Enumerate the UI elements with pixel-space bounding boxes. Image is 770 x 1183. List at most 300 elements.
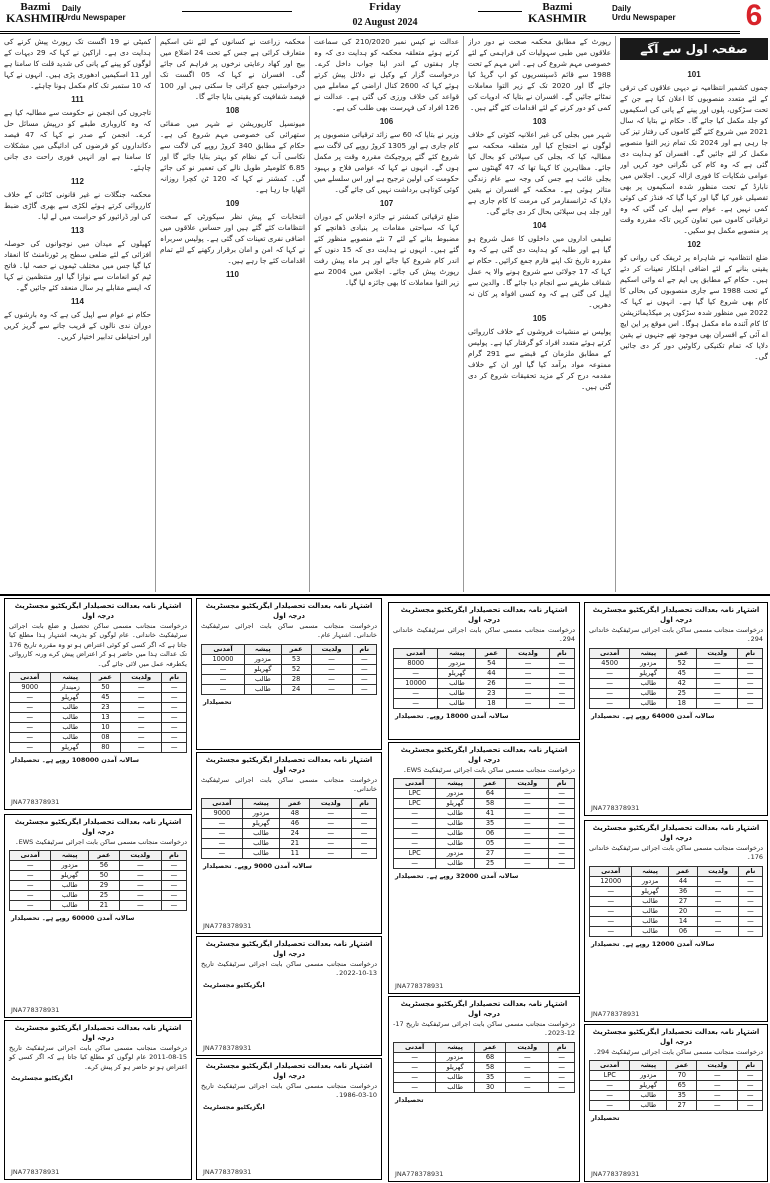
table-cell: طالب bbox=[632, 896, 668, 906]
table-cell: — bbox=[506, 1062, 549, 1072]
article-number: 107 bbox=[379, 199, 394, 208]
family-table bbox=[393, 648, 575, 709]
notice-title: اشتہار نامہ بعدالت تحصیلدار ایگزیکٹیو مجسٹریٹ درجہ اول bbox=[400, 746, 568, 764]
notice-signature: تحصیلدار bbox=[203, 697, 232, 706]
table-cell: 10000 bbox=[202, 654, 245, 664]
table-row bbox=[10, 743, 187, 753]
table-cell: — bbox=[507, 678, 549, 688]
table-cell: طالب bbox=[632, 916, 668, 926]
table-cell: 52 bbox=[667, 658, 697, 668]
table-cell: مزدور bbox=[630, 1071, 667, 1081]
table-cell: 56 bbox=[89, 861, 120, 871]
article-text: میونسپل کارپوریشن نے شہر میں صفائی ستھرائی کی خصوصی مہم شروع کی ہے۔ حکام کے مطابق 340 کروڑ روپے کی لاگت سے نکاسی آب کے نظام کو بہتر بنایا جائے گا اور 6.85 کلومیٹر طویل نالے کی تعمیر نو کی جائے گی۔ کمشنر نے کہا کہ 120 ٹن کچرا روزانہ اٹھایا جا رہا ہے۔ bbox=[160, 119, 305, 194]
table-cell: 53 bbox=[281, 654, 311, 664]
table-row bbox=[590, 688, 763, 698]
table-cell: طالب bbox=[50, 723, 90, 733]
table-row bbox=[590, 906, 763, 916]
article-number: 101 bbox=[687, 70, 701, 79]
table-row bbox=[590, 1081, 763, 1091]
table-cell: 50 bbox=[89, 871, 120, 881]
table-cell: — bbox=[394, 668, 438, 678]
table-header-row bbox=[590, 648, 763, 658]
article-text: کمیٹی نے 19 اگست تک رپورٹ پیش کرنے کی ہدایت دی ہے۔ اراکین نے کہا کہ 29 دیہات کے لوگوں کو پینے کے پانی کی شدید قلت کا سامنا ہے اور 11 اسکیمیں ادھوری پڑی ہیں۔ انہوں نے کہا کہ 10 ستمبر تک کام مکمل ہونا چاہئے۔ bbox=[4, 37, 151, 90]
notice-signature: سالانہ آمدن 18000 روپے۔ تحصیلدار bbox=[395, 711, 509, 720]
article-number: 114 bbox=[71, 297, 84, 306]
table-header-cell: پیشہ bbox=[244, 644, 281, 654]
table-row bbox=[10, 881, 187, 891]
table-row bbox=[10, 693, 187, 703]
table-cell: — bbox=[590, 896, 632, 906]
table-header-cell: ولدیت bbox=[507, 648, 549, 658]
table-cell: — bbox=[697, 688, 738, 698]
table-cell: — bbox=[119, 871, 161, 881]
table-cell: — bbox=[352, 684, 376, 694]
table-cell: — bbox=[310, 808, 352, 818]
article-text: پولیس نے منشیات فروشوں کے خلاف کارروائی کرتے ہوئے متعدد افراد کو گرفتار کیا ہے۔ پولیس کے مطابق ملزمان کے قبضے سے 291 گرام ممنوعہ مواد برآمد کیا گیا اور ان کے خلاف مقدمہ درج کر کے مزید تحقیقات شروع کر دی گئی ہیں۔ bbox=[468, 327, 611, 391]
family-table bbox=[393, 1042, 575, 1093]
notice-serial: JNA778378931 bbox=[11, 1168, 60, 1176]
table-header-cell: آمدنی bbox=[394, 779, 436, 789]
table-cell: 27 bbox=[667, 1101, 697, 1111]
table-cell: — bbox=[162, 693, 187, 703]
table-cell: طالب bbox=[51, 901, 89, 911]
table-cell: — bbox=[506, 849, 549, 859]
table-cell: طالب bbox=[630, 1091, 667, 1101]
table-cell: مزدور bbox=[438, 658, 476, 668]
notice-body: درخواست منجانب مسمی ساکن بابت اجرائی سرٹیفکیٹ خاندانی 294۔ bbox=[589, 626, 763, 644]
notice-body: درخواست منجانب مسمی ساکن بابت اجرائی سرٹیفکیٹ خاندانی 294۔ bbox=[393, 626, 575, 644]
notice-body: درخواست منجانب مسمی ساکن تحصیل و ضلع بابت اجرائی سرٹیفکیٹ خاندانی۔ عام لوگوں کو بذریعہ اشتہار ہذا مطلع کیا جاتا ہے کہ اگر کسی کو کوئی اعتراض ہو تو وہ مقررہ تاریخ 176 تک عدالت ہذا میں حاضر ہو کر اعتراض پیش کرے ورنہ کارروائی یکطرفہ عمل میں لائی جائے گی۔ bbox=[9, 622, 187, 668]
header-divider-2 bbox=[0, 33, 740, 34]
notice-signature: ایگزیکٹیو مجسٹریٹ bbox=[11, 1074, 73, 1083]
table-cell: گھریلو bbox=[438, 668, 476, 678]
table-cell: 10 bbox=[90, 723, 120, 733]
table-header-cell: پیشہ bbox=[438, 648, 476, 658]
table-header-row bbox=[10, 673, 187, 683]
table-row bbox=[202, 818, 377, 828]
table-cell: — bbox=[506, 799, 549, 809]
masthead-right-line2: KASHMIR bbox=[528, 11, 587, 25]
table-row bbox=[590, 698, 763, 708]
notice-body: درخواست منجانب مسمی ساکن بابت اجرائی سرٹیفکیٹ EWS۔ bbox=[402, 766, 575, 774]
table-cell: مزدور bbox=[436, 849, 475, 859]
table-header-row bbox=[590, 866, 763, 876]
article-number: 102 bbox=[687, 240, 701, 249]
table-row bbox=[394, 1072, 575, 1082]
table-cell: طالب bbox=[242, 838, 279, 848]
table-cell: — bbox=[697, 1081, 738, 1091]
table-cell: — bbox=[162, 713, 187, 723]
notice-body: درخواست منجانب مسمی ساکن بابت اجرائی سرٹیفکیٹ خاندانی 176۔ bbox=[589, 844, 763, 862]
table-header-cell: پیشہ bbox=[436, 779, 475, 789]
table-cell: 26 bbox=[476, 678, 507, 688]
table-cell: LPC bbox=[394, 799, 436, 809]
table-cell: 25 bbox=[667, 688, 697, 698]
table-row bbox=[394, 698, 575, 708]
table-cell: — bbox=[507, 658, 549, 668]
notice-body: درخواست منجانب مسمی ساکن بابت اجرائی سرٹیفکیٹ خاندانی۔ اشتہار عام۔ bbox=[201, 622, 377, 640]
table-cell: — bbox=[352, 808, 377, 818]
legal-notice bbox=[584, 602, 768, 816]
editorial-column-1 bbox=[620, 66, 768, 592]
table-row bbox=[202, 828, 377, 838]
table-cell: 65 bbox=[667, 1081, 697, 1091]
table-cell: 68 bbox=[474, 1052, 505, 1062]
table-cell: — bbox=[738, 926, 762, 936]
family-table bbox=[589, 1060, 763, 1111]
table-row bbox=[202, 684, 377, 694]
table-row bbox=[394, 799, 575, 809]
table-cell: LPC bbox=[590, 1071, 630, 1081]
table-cell: — bbox=[311, 664, 352, 674]
table-cell: طالب bbox=[50, 733, 90, 743]
table-cell: — bbox=[549, 789, 575, 799]
table-cell: — bbox=[590, 688, 630, 698]
legal-notice bbox=[196, 1058, 382, 1180]
table-header-cell: ولدیت bbox=[120, 673, 161, 683]
table-cell: 58 bbox=[474, 799, 505, 809]
table-cell: — bbox=[738, 678, 763, 688]
table-cell: — bbox=[590, 926, 632, 936]
table-cell: 45 bbox=[667, 668, 697, 678]
table-header-cell: پیشہ bbox=[630, 1061, 667, 1071]
table-cell: — bbox=[10, 881, 51, 891]
table-cell: — bbox=[738, 916, 762, 926]
notice-signature: سالانہ آمدن 9000 روپے۔ تحصیلدار bbox=[203, 861, 313, 870]
family-table bbox=[589, 866, 763, 937]
table-row bbox=[590, 678, 763, 688]
table-header-cell: نام bbox=[738, 648, 763, 658]
legal-notice bbox=[584, 1024, 768, 1182]
table-cell: — bbox=[394, 829, 436, 839]
article-text: وزیر نے بتایا کہ 60 سے زائد ترقیاتی منصوبوں پر کام جاری ہے اور 1305 کروڑ روپے کی لاگت سے شروع کئے گئے پروجیکٹ مقررہ وقت پر مکمل ہوں گے۔ انہوں نے کہا کہ عوامی فلاح و بہبود حکومت کی اولین ترجیح ہے اور اس سلسلے میں کوئی کوتاہی برداشت نہیں کی جائے گی۔ bbox=[314, 130, 459, 194]
table-cell: — bbox=[10, 901, 51, 911]
table-cell: — bbox=[120, 683, 161, 693]
legal-notice bbox=[4, 598, 192, 810]
table-cell: — bbox=[590, 916, 632, 926]
table-cell: — bbox=[352, 848, 377, 858]
table-cell: 24 bbox=[281, 684, 311, 694]
table-cell: مزدور bbox=[436, 789, 475, 799]
family-table bbox=[201, 798, 377, 859]
table-header-cell: نام bbox=[352, 644, 376, 654]
table-cell: مزدور bbox=[632, 876, 668, 886]
table-header-cell: آمدنی bbox=[590, 1061, 630, 1071]
table-header-cell: نام bbox=[549, 779, 575, 789]
table-cell: — bbox=[120, 723, 161, 733]
table-header-cell: ولدیت bbox=[506, 1042, 549, 1052]
table-cell: — bbox=[590, 698, 630, 708]
table-cell: 50 bbox=[90, 683, 120, 693]
legal-notice bbox=[4, 814, 192, 1018]
table-cell: — bbox=[697, 668, 738, 678]
table-cell: — bbox=[507, 688, 549, 698]
table-header-cell: ولدیت bbox=[697, 1061, 738, 1071]
notice-body: درخواست منجانب مسمی ساکن بابت اجرائی سرٹیفکیٹ تاریخ 13-10-2022۔ bbox=[201, 960, 377, 978]
table-cell: — bbox=[202, 684, 245, 694]
table-cell: — bbox=[311, 654, 352, 664]
table-cell: — bbox=[549, 809, 575, 819]
table-cell: — bbox=[697, 1091, 738, 1101]
article-number: 112 bbox=[71, 177, 84, 186]
table-cell: — bbox=[549, 839, 575, 849]
table-cell: — bbox=[698, 896, 739, 906]
table-header-cell: آمدنی bbox=[202, 798, 243, 808]
notice-title: اشتہار نامہ بعدالت تحصیلدار ایگزیکٹیو مجسٹریٹ درجہ اول bbox=[592, 606, 760, 624]
table-cell: 10000 bbox=[394, 678, 438, 688]
table-cell: طالب bbox=[630, 1101, 667, 1111]
table-cell: — bbox=[549, 698, 574, 708]
table-cell: — bbox=[202, 664, 245, 674]
table-cell: زمیندار bbox=[50, 683, 90, 693]
section-title-box: صفحہ اول سے آگے bbox=[620, 38, 768, 60]
table-cell: 52 bbox=[281, 664, 311, 674]
table-cell: — bbox=[549, 688, 574, 698]
table-row bbox=[202, 848, 377, 858]
table-cell: — bbox=[394, 698, 438, 708]
table-cell: — bbox=[698, 906, 739, 916]
table-cell: — bbox=[506, 819, 549, 829]
table-cell: — bbox=[549, 1062, 575, 1072]
table-cell: — bbox=[119, 861, 161, 871]
table-cell: 14 bbox=[668, 916, 697, 926]
notice-body: درخواست منجانب مسمی ساکن بابت اجرائی سرٹیفکیٹ تاریخ 17-12-2023۔ bbox=[393, 1020, 575, 1038]
table-cell: 13 bbox=[90, 713, 120, 723]
table-cell: — bbox=[161, 901, 186, 911]
table-cell: 28 bbox=[281, 674, 311, 684]
table-header-row bbox=[202, 644, 377, 654]
table-cell: — bbox=[119, 881, 161, 891]
table-cell: — bbox=[698, 876, 739, 886]
table-cell: 35 bbox=[474, 819, 505, 829]
table-cell: — bbox=[507, 698, 549, 708]
notice-title: اشتہار نامہ بعدالت تحصیلدار ایگزیکٹیو مجسٹریٹ درجہ اول bbox=[205, 1062, 373, 1080]
table-cell: 23 bbox=[90, 703, 120, 713]
table-cell: گھریلو bbox=[632, 886, 668, 896]
table-cell: — bbox=[120, 743, 161, 753]
table-cell: — bbox=[10, 703, 51, 713]
table-cell: مزدور bbox=[242, 808, 279, 818]
table-cell: 80 bbox=[90, 743, 120, 753]
table-cell: 08 bbox=[90, 733, 120, 743]
notices-divider bbox=[0, 594, 770, 596]
masthead-left-tag1: Daily bbox=[62, 4, 82, 13]
table-cell: گھریلو bbox=[242, 818, 279, 828]
table-cell: طالب bbox=[632, 926, 668, 936]
page-number: 6 bbox=[740, 0, 768, 32]
table-cell: 35 bbox=[474, 1072, 505, 1082]
table-cell: — bbox=[352, 664, 376, 674]
editorial-column-4 bbox=[160, 36, 305, 592]
table-cell: 11 bbox=[280, 848, 310, 858]
table-cell: 9000 bbox=[202, 808, 243, 818]
table-cell: — bbox=[506, 859, 549, 869]
table-cell: 25 bbox=[474, 859, 505, 869]
table-cell: — bbox=[590, 1081, 630, 1091]
header-ornament-left bbox=[182, 11, 292, 12]
table-cell: 9000 bbox=[10, 683, 51, 693]
table-cell: 29 bbox=[89, 881, 120, 891]
table-cell: طالب bbox=[50, 703, 90, 713]
table-header-cell: پیشہ bbox=[436, 1042, 475, 1052]
table-cell: 36 bbox=[668, 886, 697, 896]
page-header bbox=[0, 0, 770, 32]
table-row bbox=[394, 859, 575, 869]
table-header-cell: عمر bbox=[474, 779, 505, 789]
table-row bbox=[590, 668, 763, 678]
table-header-cell: نام bbox=[549, 648, 574, 658]
article-text: ضلع ترقیاتی کمشنر نے جائزہ اجلاس کے دوران کہا کہ سیاحتی مقامات پر بنیادی ڈھانچے کو مضبوط بنانے کے لئے 7 نئے منصوبے منظور کئے گئے ہیں۔ انہوں نے ہدایت دی کہ 15 دنوں کے اندر کام شروع کیا جائے اور ہر ماہ پیش رفت رپورٹ پیش کی جائے۔ اجلاس میں 2004 سے زیر التوا معاملات کا بھی جائزہ لیا گیا۔ bbox=[314, 212, 459, 287]
table-cell: 21 bbox=[280, 838, 310, 848]
table-cell: — bbox=[352, 818, 377, 828]
table-row bbox=[394, 849, 575, 859]
table-cell: 41 bbox=[474, 809, 505, 819]
table-cell: — bbox=[352, 828, 377, 838]
article-number: 104 bbox=[532, 221, 547, 230]
table-header-cell: عمر bbox=[668, 866, 697, 876]
table-header-cell: نام bbox=[162, 673, 187, 683]
table-cell: — bbox=[738, 1101, 763, 1111]
table-row bbox=[202, 674, 377, 684]
table-row bbox=[394, 829, 575, 839]
table-cell: — bbox=[549, 1082, 575, 1092]
table-cell: — bbox=[10, 713, 51, 723]
table-cell: — bbox=[738, 1091, 763, 1101]
table-cell: — bbox=[310, 848, 352, 858]
article-number: 111 bbox=[71, 95, 84, 104]
table-cell: 21 bbox=[89, 901, 120, 911]
table-cell: طالب bbox=[244, 684, 281, 694]
table-header-cell: پیشہ bbox=[50, 673, 90, 683]
table-cell: طالب bbox=[630, 698, 667, 708]
table-cell: — bbox=[590, 886, 632, 896]
table-cell: 27 bbox=[474, 849, 505, 859]
table-cell: طالب bbox=[436, 859, 475, 869]
notice-title: اشتہار نامہ بعدالت تحصیلدار ایگزیکٹیو مجسٹریٹ درجہ اول bbox=[14, 818, 182, 836]
table-cell: — bbox=[162, 723, 187, 733]
table-header-cell: عمر bbox=[90, 673, 120, 683]
table-cell: گھریلو bbox=[630, 1081, 667, 1091]
table-cell: طالب bbox=[436, 1072, 475, 1082]
table-cell: 64 bbox=[474, 789, 505, 799]
table-header-cell: نام bbox=[738, 866, 762, 876]
table-cell: طالب bbox=[436, 819, 475, 829]
table-cell: مزدور bbox=[436, 1052, 475, 1062]
table-cell: — bbox=[738, 896, 762, 906]
notice-body: درخواست منجانب مسمی ساکن بابت اجرائی سرٹیفکیٹ خاندانی۔ bbox=[201, 776, 377, 794]
table-cell: طالب bbox=[51, 891, 89, 901]
table-cell: — bbox=[506, 1072, 549, 1082]
table-cell: — bbox=[697, 658, 738, 668]
table-cell: — bbox=[394, 819, 436, 829]
table-cell: 42 bbox=[667, 678, 697, 688]
table-row bbox=[590, 1071, 763, 1081]
table-cell: طالب bbox=[244, 674, 281, 684]
table-cell: — bbox=[119, 891, 161, 901]
masthead-right-line1: Bazmi bbox=[542, 1, 573, 13]
table-cell: — bbox=[549, 658, 574, 668]
table-cell: 54 bbox=[476, 658, 507, 668]
table-cell: — bbox=[590, 906, 632, 916]
masthead-left-line2: KASHMIR bbox=[6, 11, 65, 25]
table-header-cell: عمر bbox=[667, 1061, 697, 1071]
table-cell: 24 bbox=[280, 828, 310, 838]
column-rule bbox=[155, 36, 156, 592]
table-cell: LPC bbox=[394, 789, 436, 799]
table-row bbox=[10, 683, 187, 693]
masthead-left-line1: Bazmi bbox=[20, 1, 51, 13]
table-cell: طالب bbox=[632, 906, 668, 916]
table-row bbox=[590, 886, 763, 896]
table-row bbox=[10, 891, 187, 901]
table-cell: — bbox=[549, 668, 574, 678]
table-cell: گھریلو bbox=[436, 799, 475, 809]
table-cell: 44 bbox=[476, 668, 507, 678]
table-header-cell: پیشہ bbox=[630, 648, 667, 658]
legal-notice bbox=[388, 602, 580, 740]
article-number: 103 bbox=[532, 117, 547, 126]
table-row bbox=[394, 819, 575, 829]
table-row bbox=[10, 703, 187, 713]
table-row bbox=[590, 926, 763, 936]
table-cell: — bbox=[162, 683, 187, 693]
table-cell: — bbox=[549, 799, 575, 809]
table-header-row bbox=[202, 798, 377, 808]
table-cell: — bbox=[161, 881, 186, 891]
table-header-row bbox=[394, 1042, 575, 1052]
table-cell: 8000 bbox=[394, 658, 438, 668]
table-cell: گھریلو bbox=[244, 664, 281, 674]
notice-title: اشتہار نامہ بعدالت تحصیلدار ایگزیکٹیو مجسٹریٹ درجہ اول bbox=[592, 824, 760, 842]
table-cell: — bbox=[738, 906, 762, 916]
family-table bbox=[9, 850, 187, 911]
table-header-cell: آمدنی bbox=[10, 851, 51, 861]
table-cell: — bbox=[310, 828, 352, 838]
table-cell: گھریلو bbox=[50, 743, 90, 753]
table-cell: — bbox=[311, 674, 352, 684]
legal-notice bbox=[196, 598, 382, 750]
table-header-row bbox=[394, 779, 575, 789]
article-text: ضلع انتظامیہ نے شاہراہ پر ٹریفک کی روانی کو یقینی بنانے کے لئے اضافی اہلکار تعینات کر دئے ہیں۔ حکام کے مطابق پی ایم جے اے وائی اسکیم کے تحت 1988 سے جاری منصوبوں کی بحالی کا کام بھی شروع کیا گیا ہے۔ انہوں نے کہا کہ 2022 میں منظور شدہ سڑکوں پر میکڈیمائزیشن کا کام آئندہ ماہ مکمل ہوگا۔ اس موقع پر این ایچ اے آئی کے افسران بھی موجود تھے جنہوں نے یقین دلایا کہ تمام تکنیکی رکاوٹیں دور کر دی جائیں گی۔ bbox=[620, 253, 768, 361]
table-cell: — bbox=[161, 861, 186, 871]
table-row bbox=[590, 876, 763, 886]
table-header-cell: آمدنی bbox=[202, 644, 245, 654]
table-cell: — bbox=[394, 809, 436, 819]
table-cell: — bbox=[120, 693, 161, 703]
table-cell: 06 bbox=[474, 829, 505, 839]
table-cell: — bbox=[352, 654, 376, 664]
table-cell: — bbox=[10, 891, 51, 901]
table-cell: — bbox=[161, 891, 186, 901]
family-table bbox=[393, 778, 575, 869]
legal-notice bbox=[388, 996, 580, 1182]
table-cell: — bbox=[506, 809, 549, 819]
notice-body: درخواست منجانب مسمی ساکن بابت اجرائی سرٹیفکیٹ تاریخ 15-08-2011 عام لوگوں کو مطلع کیا جاتا ہے کہ اگر کسی کو اعتراض ہو تو حاضر ہو کر پیش کرے۔ bbox=[9, 1044, 187, 1071]
table-cell: 20 bbox=[668, 906, 697, 916]
table-header-cell: نام bbox=[549, 1042, 575, 1052]
table-cell: — bbox=[697, 1071, 738, 1081]
legal-notice bbox=[196, 936, 382, 1056]
table-cell: — bbox=[506, 829, 549, 839]
table-cell: — bbox=[506, 1052, 549, 1062]
table-cell: — bbox=[549, 1052, 575, 1062]
notice-title: اشتہار نامہ بعدالت تحصیلدار ایگزیکٹیو مجسٹریٹ درجہ اول bbox=[592, 1028, 760, 1046]
table-cell: طالب bbox=[438, 678, 476, 688]
table-cell: — bbox=[10, 733, 51, 743]
table-row bbox=[202, 808, 377, 818]
article-text: محکمہ جنگلات نے غیر قانونی کٹائی کے خلاف کارروائی کرتے ہوئے لکڑی سے بھری گاڑی ضبط کی اور ڈرائیور کو حراست میں لے لیا۔ bbox=[4, 190, 151, 221]
table-cell: 70 bbox=[667, 1071, 697, 1081]
